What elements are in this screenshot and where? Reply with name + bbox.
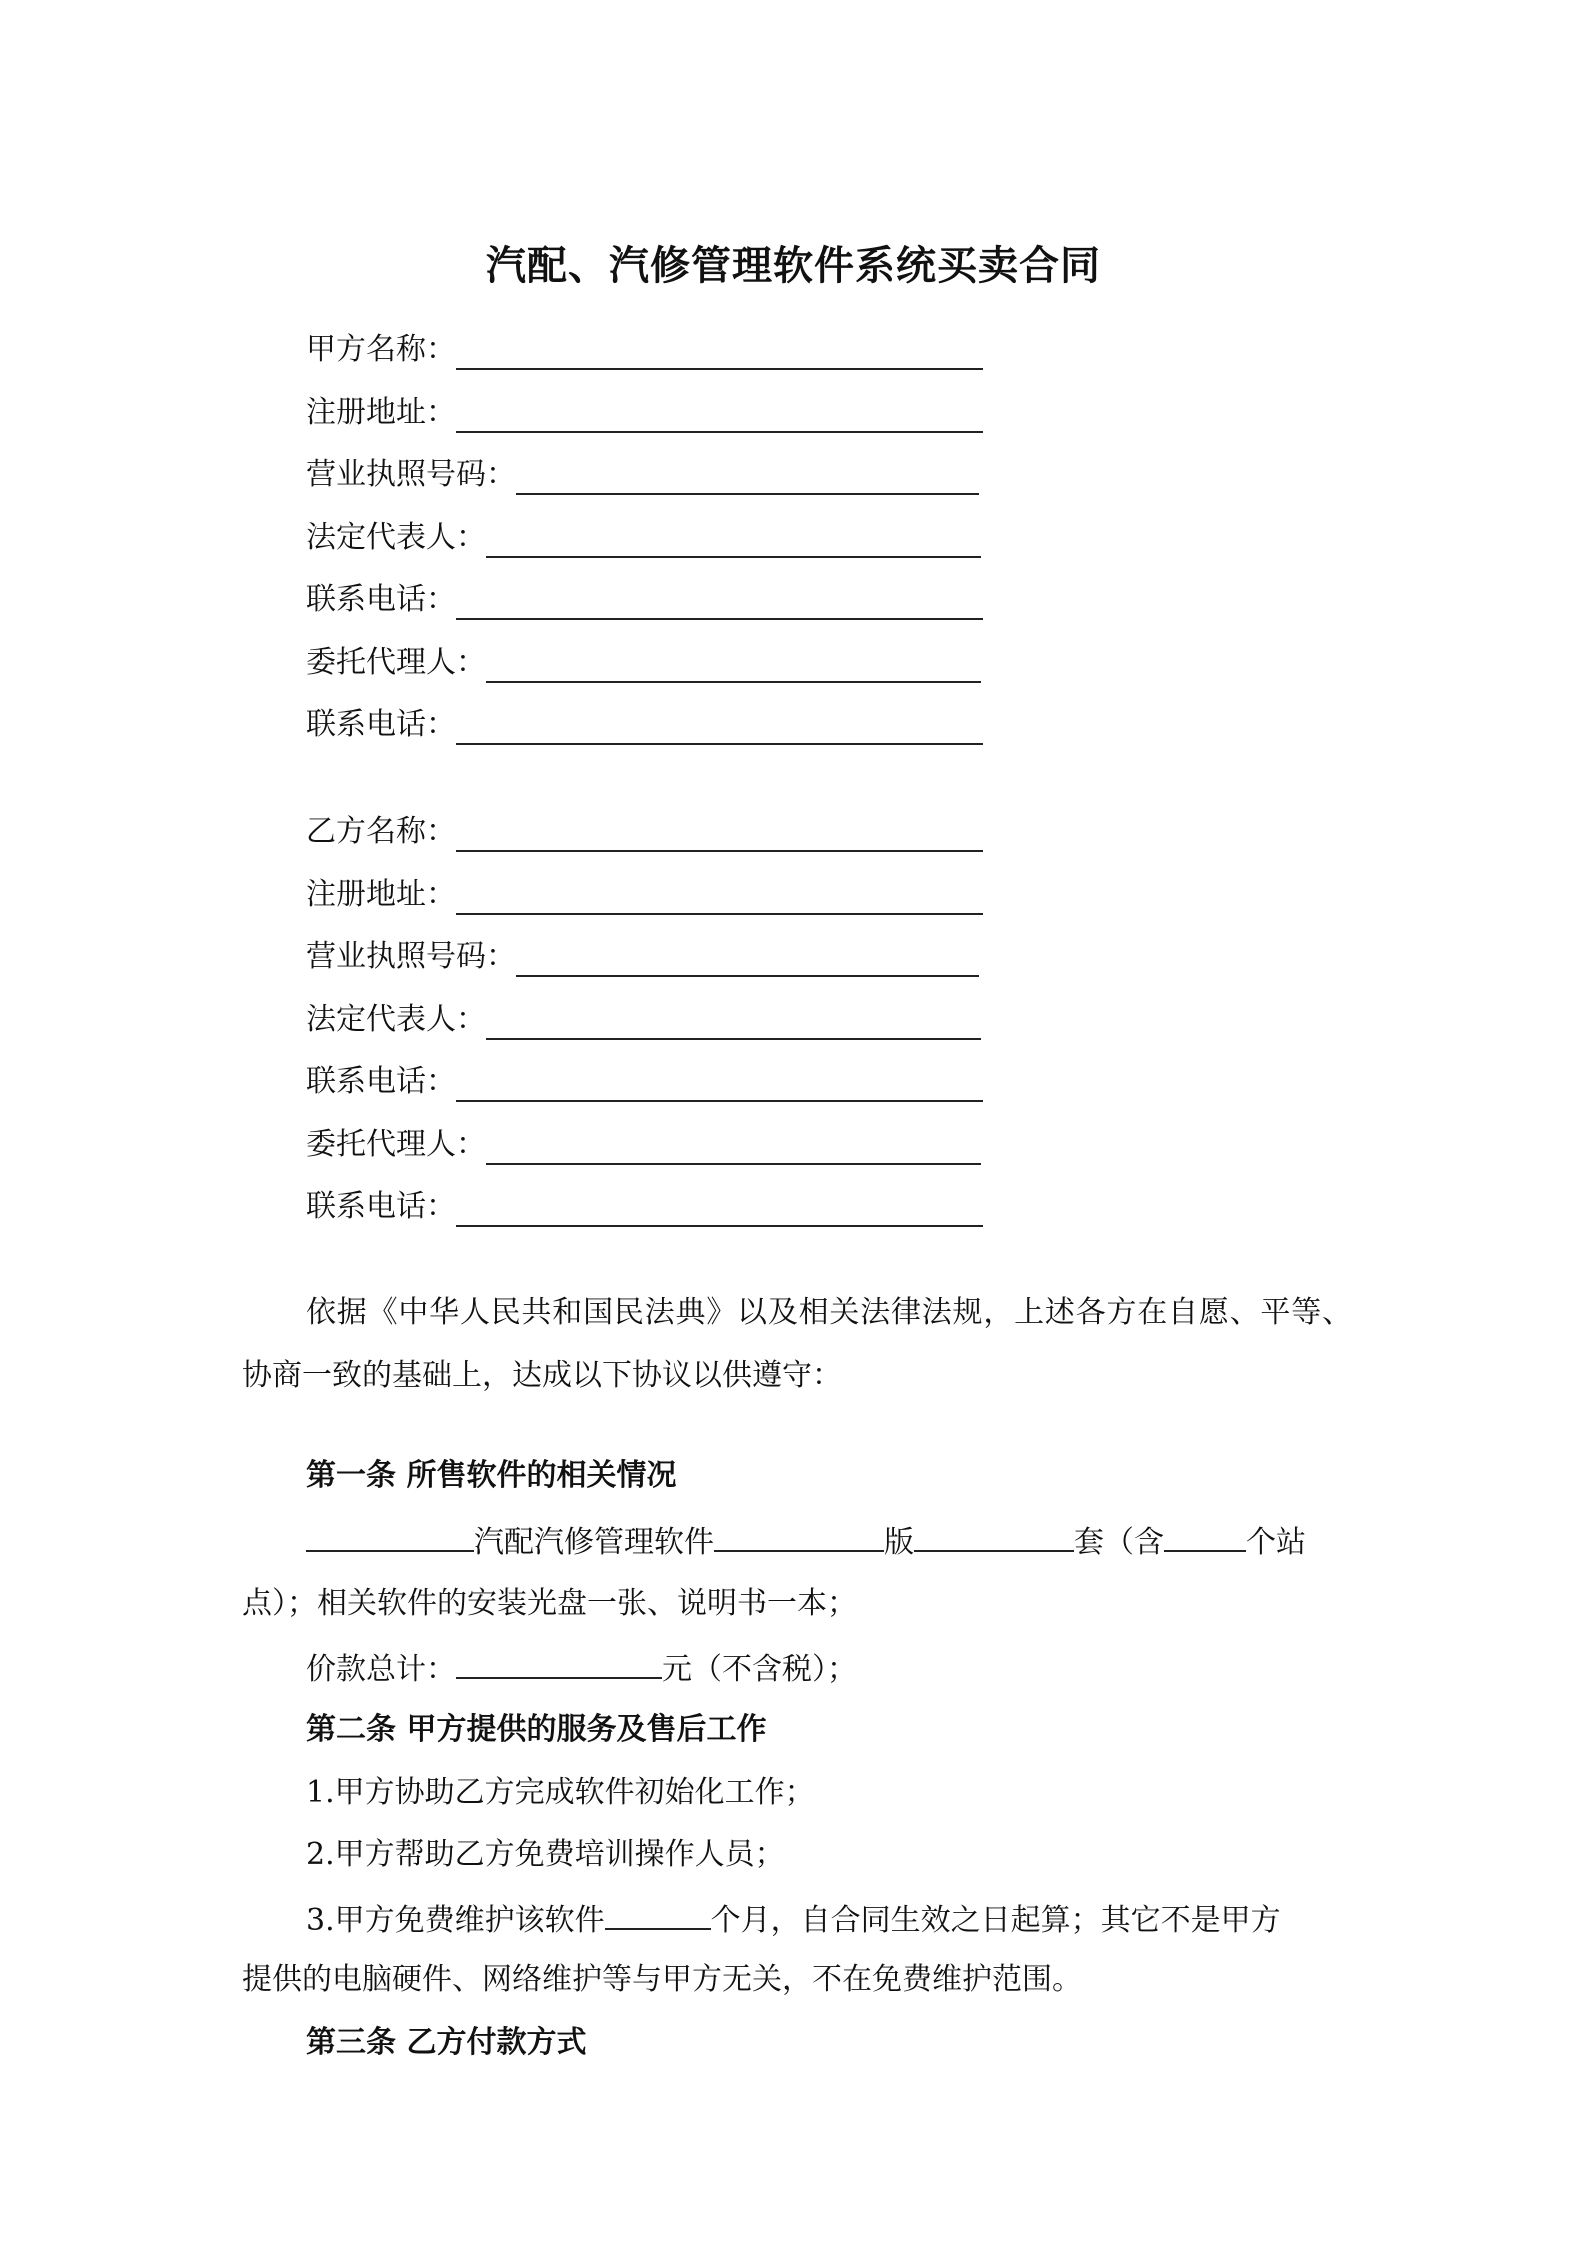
fill-in-line[interactable] xyxy=(714,1518,884,1552)
months-fill-in-line[interactable] xyxy=(605,1896,711,1930)
field-label: 甲方名称： xyxy=(306,332,456,367)
article-1-line-2: 点）；相关软件的安装光盘一张、说明书一本； xyxy=(242,1586,857,1621)
article-2-item-2 xyxy=(242,1833,1352,1877)
fill-in-line[interactable] xyxy=(456,397,983,433)
fill-in-line[interactable] xyxy=(456,1191,983,1227)
article-2-heading: 第二条 甲方提供的服务及售后工作 xyxy=(306,1712,767,1747)
party-b-name-field[interactable] xyxy=(306,808,983,852)
item-text: 2.甲方帮助乙方免费培训操作人员； xyxy=(306,1837,785,1872)
sets-text: 套（含 xyxy=(1074,1525,1164,1560)
fill-in-line[interactable] xyxy=(486,647,981,683)
field-label: 联系电话： xyxy=(306,582,456,617)
fill-in-line[interactable] xyxy=(486,1004,981,1040)
field-label: 法定代表人： xyxy=(306,520,486,555)
fill-in-line[interactable] xyxy=(516,941,979,977)
page-title: 汽配、汽修管理软件系统买卖合同 xyxy=(486,242,1101,289)
item-text: 1.甲方协助乙方完成软件初始化工作； xyxy=(306,1775,815,1810)
party-b-agent-field[interactable] xyxy=(306,1121,981,1165)
price-total-line xyxy=(242,1645,1352,1692)
field-label: 联系电话： xyxy=(306,1064,456,1099)
field-label: 营业执照号码： xyxy=(306,939,516,974)
party-b-agent-phone-field[interactable] xyxy=(306,1183,983,1227)
software-name-text: 汽配汽修管理软件 xyxy=(474,1525,714,1560)
field-label: 委托代理人： xyxy=(306,1127,486,1162)
fill-in-line[interactable] xyxy=(456,879,983,915)
party-a-agent-phone-field[interactable] xyxy=(306,701,983,745)
fill-in-line[interactable] xyxy=(456,709,983,745)
party-a-phone-field[interactable] xyxy=(306,576,983,620)
preamble-paragraph: 依据《中华人民共和国民法典》以及相关法律法规，上述各方在自愿、平等、协商一致的基础上，达成以下协议以供遵守： xyxy=(242,1295,1352,1393)
field-label: 注册地址： xyxy=(306,395,456,430)
field-label: 法定代表人： xyxy=(306,1002,486,1037)
party-b-license-field[interactable] xyxy=(306,933,979,977)
field-label: 注册地址： xyxy=(306,877,456,912)
price-suffix: 元（不含税）； xyxy=(662,1652,857,1687)
stations-text: 个站 xyxy=(1246,1525,1306,1560)
article-2-item-3 xyxy=(242,1896,1352,1943)
fill-in-line[interactable] xyxy=(1164,1518,1246,1552)
party-b-legal-rep-field[interactable] xyxy=(306,996,981,1040)
field-label: 联系电话： xyxy=(306,707,456,742)
party-a-legal-rep-field[interactable] xyxy=(306,514,981,558)
fill-in-line[interactable] xyxy=(486,1129,981,1165)
article-2-item-3-cont: 提供的电脑硬件、网络维护等与甲方无关，不在免费维护范围。 xyxy=(242,1962,1082,1997)
party-b-address-field[interactable] xyxy=(306,871,983,915)
fill-in-line[interactable] xyxy=(456,1066,983,1102)
article-1-heading: 第一条 所售软件的相关情况 xyxy=(306,1458,677,1493)
field-label: 委托代理人： xyxy=(306,645,486,680)
fill-in-line[interactable] xyxy=(516,459,979,495)
party-a-address-field[interactable] xyxy=(306,389,983,433)
price-fill-in-line[interactable] xyxy=(456,1645,662,1679)
fill-in-line[interactable] xyxy=(486,522,981,558)
item-text: 3.甲方免费维护该软件 xyxy=(306,1903,605,1938)
party-a-license-field[interactable] xyxy=(306,451,979,495)
article-3-heading: 第三条 乙方付款方式 xyxy=(306,2025,587,2060)
field-label: 联系电话： xyxy=(306,1189,456,1224)
field-label: 乙方名称： xyxy=(306,814,456,849)
field-label: 营业执照号码： xyxy=(306,457,516,492)
edition-text: 版 xyxy=(884,1525,914,1560)
article-1-line-1 xyxy=(242,1518,1352,1565)
fill-in-line[interactable] xyxy=(456,816,983,852)
item-text: 个月，自合同生效之日起算；其它不是甲方 xyxy=(710,1903,1281,1938)
party-a-agent-field[interactable] xyxy=(306,639,981,683)
party-b-phone-field[interactable] xyxy=(306,1058,983,1102)
fill-in-line[interactable] xyxy=(306,1518,474,1552)
fill-in-line[interactable] xyxy=(914,1518,1074,1552)
party-a-name-field[interactable] xyxy=(306,326,983,370)
fill-in-line[interactable] xyxy=(456,334,983,370)
article-2-item-1 xyxy=(242,1771,1352,1815)
price-label: 价款总计： xyxy=(306,1652,456,1687)
fill-in-line[interactable] xyxy=(456,584,983,620)
